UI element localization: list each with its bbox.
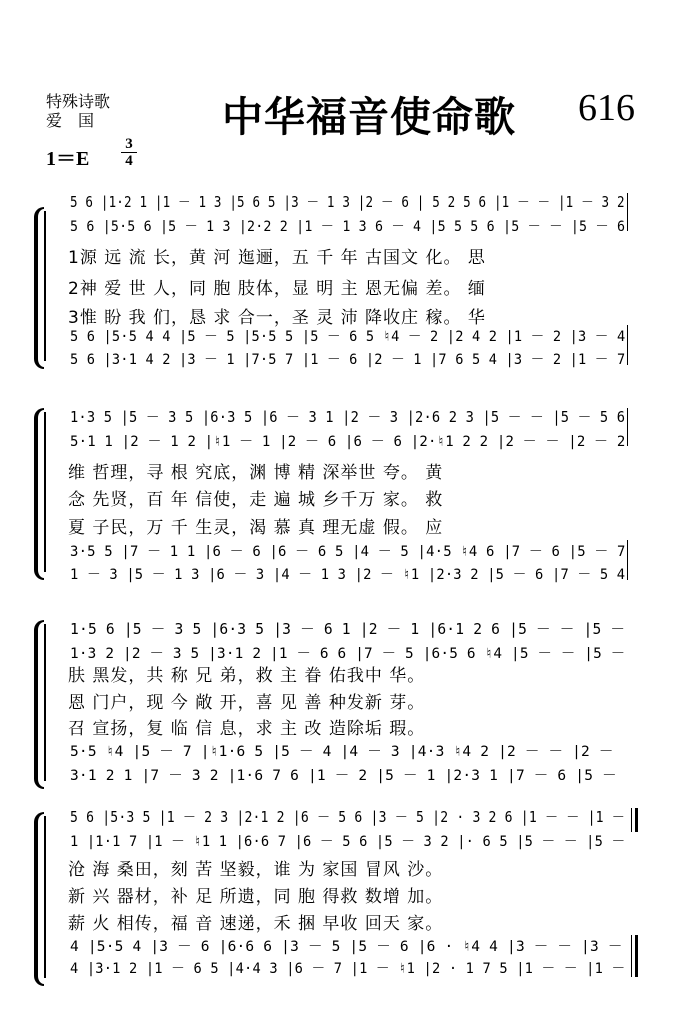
staff-brace-line <box>44 816 46 978</box>
staff-brace <box>34 620 44 789</box>
soprano-line: 1·3 5 |5 － 3 5 |6·3 5 |6 － 3 1 |2 － 3 |2·6 2 3 |5 － － |5 － 5 6 <box>70 408 626 426</box>
staff-brace-line <box>44 412 46 572</box>
staff-brace-line <box>44 211 46 361</box>
lyric-verse-2: 新 兴 器材，补 足 所遗，同 胞 得救 数增 加。 <box>68 887 444 907</box>
lyric-verse-2: 恩 门户，现 今 敞 开，喜 见 善 种发新 芽。 <box>68 693 426 713</box>
tenor-line: 3·5 5 |7 － 1 1 |6 － 6 |6 － 6 5 |4 － 5 |4·5 ♮4 6 |7 － 6 |5 － 7 <box>70 544 626 560</box>
score-system-2 <box>0 400 700 590</box>
barline-end-lower <box>627 325 628 365</box>
page-title: 中华福音使命歌 <box>222 93 516 141</box>
lyric-verse-1: 沧 海 桑田，刻 苦 坚毅，谁 为 家国 冒风 沙。 <box>68 860 444 880</box>
tenor-line: 4 |5·5 4 |3 － 6 |6·6 6 |3 － 5 |5 － 6 |6 · ♮4 4 |3 － － |3 － <box>70 939 623 955</box>
alto-line: 1·3 2 |2 － 3 5 |3·1 2 |1 － 6 6 |7 － 5 |6·5 6 ♮4 |5 － － |5 － <box>70 646 626 662</box>
time-signature-top: 3 <box>125 136 133 152</box>
score-system-3 <box>0 612 700 792</box>
final-barline-thin-lower <box>631 935 632 977</box>
soprano-line: 5 6 |5·3 5 |1 － 2 3 |2·1 2 |6 － 5 6 |3 － 5 |2 · 3 2 6 |1 － － |1 － <box>70 808 626 826</box>
staff-brace <box>34 408 44 580</box>
lyric-verse-3: 薪 火 相传，福 音 速递，禾 捆 早收 回天 家。 <box>68 914 444 934</box>
staff-brace-line <box>44 624 46 781</box>
barline-end-lower <box>627 540 628 580</box>
staff-brace <box>34 207 44 369</box>
tenor-line: 5 6 |5·5 4 4 |5 － 5 |5·5 5 |5 － 6 5 ♮4 － 2 |2 4 2 |1 － 2 |3 － 4 <box>70 329 626 345</box>
score-system-1 <box>0 185 700 375</box>
barline-end <box>627 408 628 446</box>
category-line-2: 爱 国 <box>46 111 95 130</box>
bass-line: 1 － 3 |5 － 1 3 |6 － 3 |4 － 1 3 |2 － ♮1 |2·3 2 |5 － 6 |7 － 5 4 <box>70 567 626 583</box>
score-system-4 <box>0 800 700 990</box>
hymn-number: 616 <box>578 87 635 129</box>
lyric-verse-3: 3惟 盼 我 们，恳 求 合一，圣 灵 沛 降收庄 稼。 华 <box>68 308 486 328</box>
lyric-verse-1: 肤 黑发，共 称 兄 弟，救 主 眷 佑我中 华。 <box>68 666 426 686</box>
soprano-line: 1·5 6 |5 － 3 5 |6·3 5 |3 － 6 1 |2 － 1 |6·1 2 6 |5 － － |5 － <box>70 620 626 638</box>
tenor-line: 5·5 ♮4 |5 － 7 |♮1·6 5 |5 － 4 |4 － 3 |4·3 ♮4 2 |2 － － |2 － <box>70 744 614 760</box>
key-signature: 1＝E <box>46 148 90 170</box>
final-barline-thick-lower <box>635 935 638 977</box>
lyric-verse-3: 召 宣扬，复 临 信 息，求 主 改 造除垢 瑕。 <box>68 719 426 739</box>
bass-line: 5 6 |3·1 4 2 |3 － 1 |7·5 7 |1 － 6 |2 － 1 |7 6 5 4 |3 － 2 |1 － 7 <box>70 352 626 368</box>
soprano-line: 5 6 |1·2 1 |1 － 1 3 |5 6 5 |3 － 1 3 |2 － 6 | 5 2 5 6 |1 － － |1 － 3 2 <box>70 193 625 211</box>
time-signature <box>121 137 137 168</box>
category-label <box>46 92 110 130</box>
category-line-1: 特殊诗歌 <box>46 92 111 111</box>
bass-line: 3·1 2 1 |7 － 3 2 |1·6 7 6 |1 － 2 |5 － 1 |2·3 1 |7 － 6 |5 － <box>70 768 617 784</box>
staff-brace <box>34 812 44 986</box>
alto-line: 1 |1·1 7 |1 － ♮1 1 |6·6 7 |6 － 5 6 |5 － 3 2 |· 6 5 |5 － － |5 － <box>70 834 626 850</box>
lyric-verse-1: 1源 远 流 长，黄 河 迤逦，五 千 年 古国文 化。 思 <box>68 248 486 268</box>
lyric-verse-2: 2神 爱 世 人，同 胞 肢体，显 明 主 恩无偏 差。 缅 <box>68 279 486 299</box>
lyric-verse-1: 维 哲理，寻 根 究底，渊 博 精 深举世 夸。 黄 <box>68 463 444 483</box>
alto-line: 5 6 |5·5 6 |5 － 1 3 |2·2 2 |1 － 1 3 6 － 4 |5 5 5 6 |5 － － |5 － 6 <box>70 219 626 235</box>
lyric-verse-2: 念 先贤，百 年 信使，走 遍 城 乡千万 家。 救 <box>68 490 444 510</box>
final-barline-thin <box>631 808 632 832</box>
bass-line: 4 |3·1 2 |1 － 6 5 |4·4 3 |6 － 7 |1 － ♮1 |2 · 1 7 5 |1 － － |1 － <box>70 961 626 977</box>
time-signature-bottom: 4 <box>125 153 133 169</box>
final-barline-thick <box>635 808 638 832</box>
lyric-verse-3: 夏 子民，万 千 生灵，渴 慕 真 理无虚 假。 应 <box>68 518 444 538</box>
alto-line: 5·1 1 |2 － 1 2 |♮1 － 1 |2 － 6 |6 － 6 |2·♮1 2 2 |2 － － |2 － 2 <box>70 434 626 450</box>
barline-end <box>627 193 628 231</box>
